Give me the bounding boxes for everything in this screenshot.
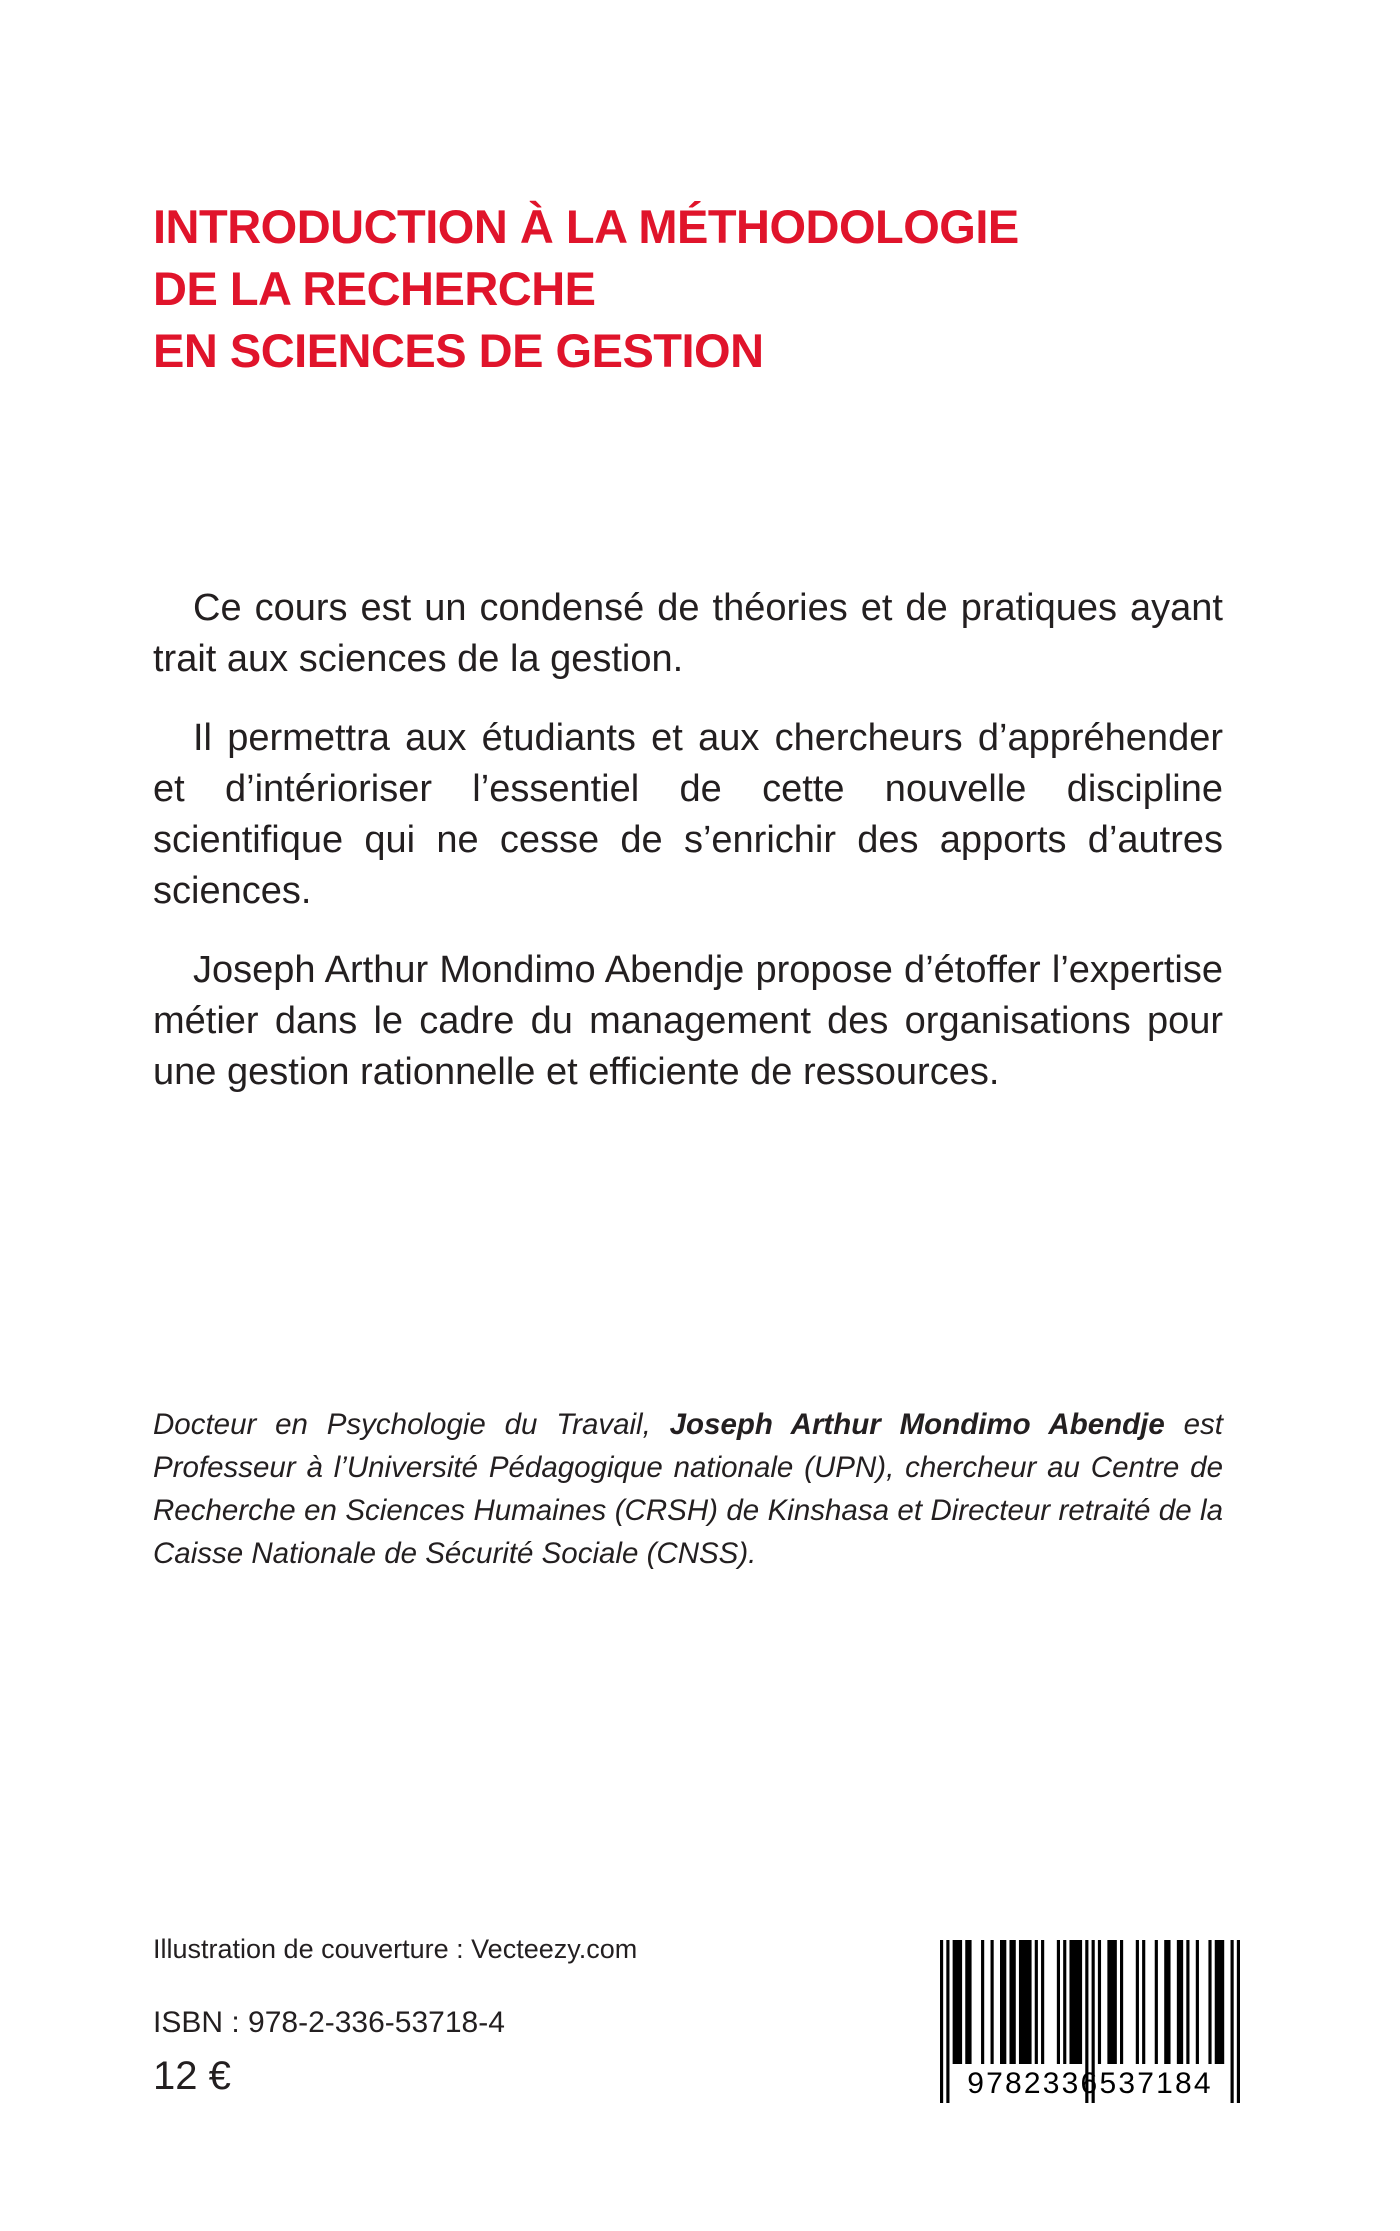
- author-name: Joseph Arthur Mondimo Abendje: [669, 1408, 1165, 1441]
- barcode-bar-5: [991, 1940, 994, 2064]
- cover-illustration-credit: Illustration de couverture : Vecteezy.com: [153, 1934, 638, 1964]
- barcode-bar-19: [1136, 1940, 1139, 2064]
- barcode-bar-3: [965, 1940, 971, 2064]
- barcode-bar-16: [1098, 1940, 1101, 2064]
- book-title-line-2: DE LA RECHERCHE: [153, 262, 596, 315]
- price: 12 €: [153, 2054, 231, 2098]
- author-bio-details: est Professeur à l’Université Pédagogique nationale (UPN), chercheur au Centre de Recherche en Sciences Humaines (CRSH) de Kinshasa et Directeur retraité de la Caisse Nationale de Sécurité Sociale (CNSS).: [153, 1408, 1223, 1570]
- barcode-bar-6: [1000, 1940, 1006, 2064]
- author-bio-intro: Docteur en Psychologie du Travail,: [153, 1408, 670, 1441]
- barcode-bar-12: [1063, 1940, 1066, 2064]
- barcode-bar-25: [1196, 1940, 1199, 2064]
- book-title: [153, 196, 1253, 382]
- barcode-bar-24: [1186, 1940, 1189, 2064]
- barcode-bar-13: [1069, 1940, 1082, 2064]
- barcode-bar-27: [1215, 1940, 1224, 2064]
- blurb-paragraph-2: Il permettra aux étudiants et aux chercheurs d’appréhender et d’intérioriser l’essentiel de cette nouvelle discipline scientifique qui ne cesse de s’enrichir des apports d’autres sciences.: [153, 717, 1223, 912]
- barcode-bar-23: [1177, 1940, 1183, 2064]
- isbn: ISBN : 978-2-336-53718-4: [153, 2006, 505, 2039]
- barcode-bar-9: [1035, 1940, 1038, 2064]
- barcode-digits: 9782336537184: [967, 2067, 1213, 2100]
- isbn-barcode: [940, 1940, 1240, 2103]
- barcode-bar-21: [1155, 1940, 1158, 2064]
- blurb-paragraph-3: Joseph Arthur Mondimo Abendje propose d’étoffer l’expertise métier dans le cadre du management des organisations pour une gestion rationnelle et efficiente de ressources.: [153, 949, 1223, 1093]
- barcode-bar-2: [953, 1940, 962, 2064]
- barcode-bar-22: [1164, 1940, 1170, 2064]
- barcode-bar-18: [1120, 1940, 1123, 2064]
- barcode-bar-10: [1041, 1940, 1044, 2064]
- barcode-bar-8: [1019, 1940, 1032, 2064]
- barcode-bar-7: [1009, 1940, 1015, 2064]
- blurb-paragraph-1: Ce cours est un condensé de théories et de pratiques ayant trait aux sciences de la gestion.: [153, 587, 1223, 680]
- barcode-bar-26: [1208, 1940, 1211, 2064]
- barcode-bar-17: [1107, 1940, 1116, 2064]
- book-title-line-3: EN SCIENCES DE GESTION: [153, 324, 764, 377]
- book-title-line-1: INTRODUCTION À LA MÉTHODOLOGIE: [153, 200, 1019, 253]
- back-cover-blurb: [153, 583, 1223, 1126]
- author-bio: [153, 1403, 1223, 1575]
- barcode-bar-11: [1057, 1940, 1060, 2064]
- barcode-bar-20: [1142, 1940, 1145, 2064]
- barcode-bar-4: [981, 1940, 984, 2064]
